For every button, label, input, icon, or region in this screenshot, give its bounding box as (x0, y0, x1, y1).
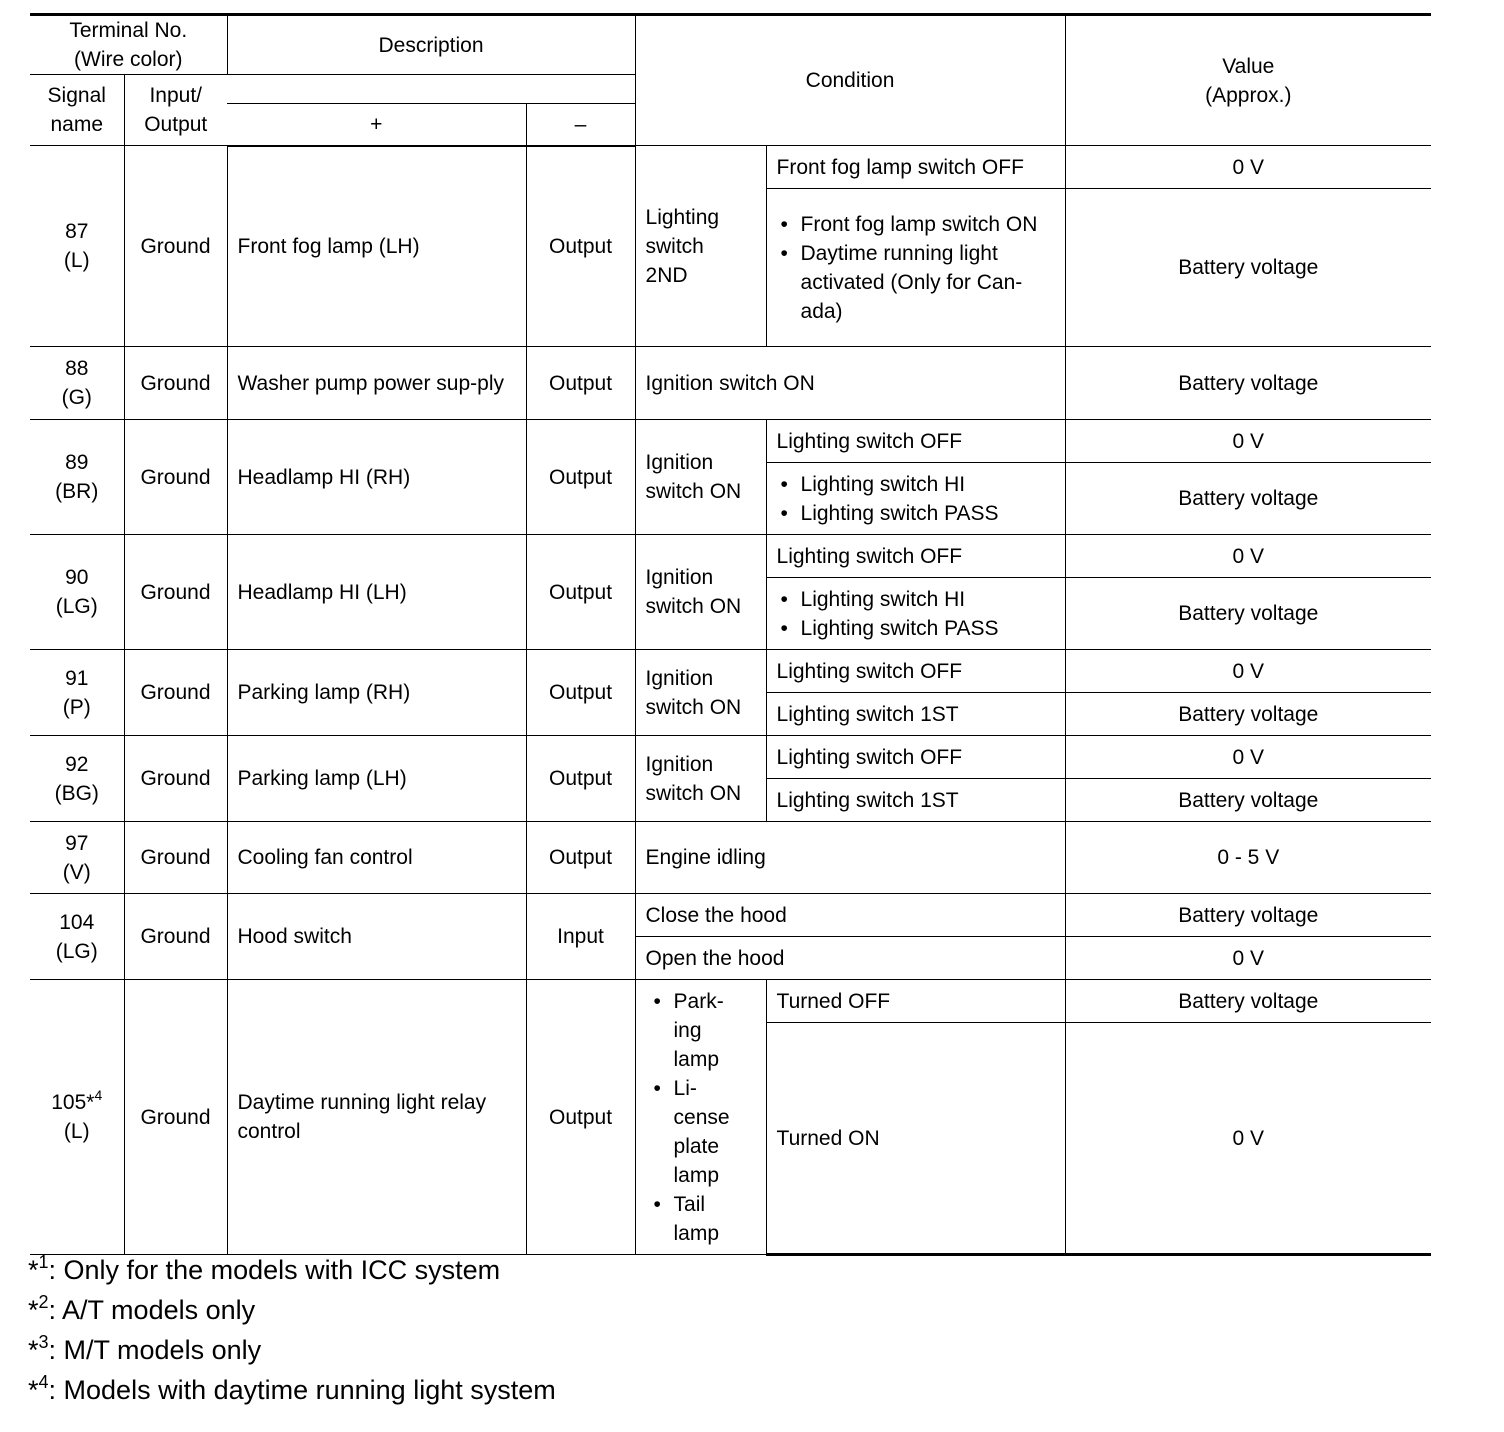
io-cell: Output (526, 736, 635, 822)
ground-cell: Ground (124, 894, 227, 980)
terminal-cell: 89 (BR) (30, 420, 124, 535)
footnote-number: 2 (38, 1292, 49, 1312)
value-cell: 0 - 5 V (1065, 822, 1431, 894)
value-cell: Battery voltage (1065, 578, 1431, 650)
condition-main-cell (635, 980, 766, 1255)
table-row (30, 535, 1431, 578)
io-cell: Output (526, 347, 635, 420)
footnote (28, 1290, 556, 1330)
header-plus: + (227, 104, 526, 146)
condition-main-cell: Ignition switch ON (635, 535, 766, 650)
condition-cell: Lighting switch OFF (766, 420, 1065, 463)
footnote-number: 4 (38, 1372, 49, 1392)
list-item: • Li- cense plate lamp (650, 1074, 760, 1190)
condition-cell: Open the hood (635, 937, 1065, 980)
footnote-number: 1 (38, 1252, 49, 1272)
list-item: • Lighting switch PASS (777, 614, 1055, 643)
value-cell: Battery voltage (1065, 779, 1431, 822)
list-item: • Lighting switch HI (777, 470, 1055, 499)
list-item: • Front fog lamp switch ON (777, 210, 1055, 239)
io-cell: Output (526, 822, 635, 894)
condition-bullet-list (777, 470, 1055, 528)
signal-name-cell: Headlamp HI (LH) (227, 535, 526, 650)
ground-cell: Ground (124, 347, 227, 420)
table-row (30, 980, 1431, 1023)
ground-cell: Ground (124, 650, 227, 736)
ground-cell: Ground (124, 980, 227, 1255)
value-cell: 0 V (1065, 535, 1431, 578)
footnote-asterisk: * (28, 1295, 39, 1325)
condition-main-cell: Ignition switch ON (635, 420, 766, 535)
value-cell: Battery voltage (1065, 189, 1431, 347)
condition-cell: Front fog lamp switch OFF (766, 146, 1065, 189)
header-minus: – (526, 104, 635, 146)
footnote-text: : M/T models only (48, 1335, 262, 1365)
footnote-marker: 4 (94, 1087, 103, 1103)
value-cell: Battery voltage (1065, 894, 1431, 937)
condition-cell: Lighting switch OFF (766, 736, 1065, 779)
value-cell: 0 V (1065, 146, 1431, 189)
value-cell: Battery voltage (1065, 347, 1431, 420)
list-item: • Park- ing lamp (650, 987, 760, 1074)
condition-cell: Turned OFF (766, 980, 1065, 1023)
footnote (28, 1370, 556, 1410)
condition-cell (766, 463, 1065, 535)
value-cell: 0 V (1065, 420, 1431, 463)
terminal-cell: 88 (G) (30, 347, 124, 420)
list-item: • Daytime running light activated (Only for Can-ada) (777, 239, 1055, 326)
footnote (28, 1250, 556, 1290)
terminal-cell: 104 (LG) (30, 894, 124, 980)
table-row (30, 736, 1431, 779)
header-value: Value (Approx.) (1065, 15, 1431, 146)
terminal-wire-color: (L) (63, 1120, 90, 1143)
condition-main-cell: Ignition switch ON (635, 650, 766, 736)
footnote (28, 1330, 556, 1370)
signal-name-cell: Headlamp HI (RH) (227, 420, 526, 535)
io-cell: Output (526, 535, 635, 650)
condition-cell: Ignition switch ON (635, 347, 1065, 420)
table-row (30, 420, 1431, 463)
condition-cell (766, 189, 1065, 347)
condition-cell: Turned ON (766, 1023, 1065, 1255)
table-row (30, 146, 1431, 189)
table-row (30, 650, 1431, 693)
condition-cell: Lighting switch OFF (766, 650, 1065, 693)
footnote-text: : Models with daytime running light system (48, 1375, 556, 1405)
condition-main-cell: Ignition switch ON (635, 736, 766, 822)
value-cell: 0 V (1065, 937, 1431, 980)
value-cell: Battery voltage (1065, 693, 1431, 736)
value-cell: 0 V (1065, 650, 1431, 693)
header-condition: Condition (635, 15, 1065, 146)
header-signal-name: Signal name (30, 75, 124, 146)
ground-cell: Ground (124, 535, 227, 650)
signal-name-cell: Front fog lamp (LH) (227, 146, 526, 347)
condition-cell: Lighting switch 1ST (766, 693, 1065, 736)
ground-cell: Ground (124, 736, 227, 822)
value-cell: Battery voltage (1065, 463, 1431, 535)
condition-cell (766, 578, 1065, 650)
header-terminal: Terminal No. (Wire color) (30, 15, 227, 75)
ground-cell: Ground (124, 822, 227, 894)
header-description: Description (227, 15, 635, 75)
io-cell: Input (526, 894, 635, 980)
io-cell: Output (526, 420, 635, 535)
terminal-spec-table (30, 13, 1431, 1256)
condition-main-cell: Lighting switch 2ND (635, 146, 766, 347)
signal-name-cell: Cooling fan control (227, 822, 526, 894)
list-item: • Lighting switch HI (777, 585, 1055, 614)
signal-name-cell: Daytime running light relay control (227, 980, 526, 1255)
condition-cell: Lighting switch 1ST (766, 779, 1065, 822)
condition-cell: Close the hood (635, 894, 1065, 937)
header-input-output: Input/ Output (124, 75, 227, 146)
footnote-text: : A/T models only (48, 1295, 256, 1325)
list-item: • Tail lamp (650, 1190, 760, 1248)
io-cell: Output (526, 146, 635, 347)
io-cell: Output (526, 980, 635, 1255)
table-row (30, 822, 1431, 894)
value-cell: 0 V (1065, 736, 1431, 779)
terminal-cell: 90 (LG) (30, 535, 124, 650)
footnote-asterisk: * (28, 1255, 39, 1285)
condition-bullet-list (650, 987, 760, 1248)
table-row (30, 347, 1431, 420)
condition-cell: Engine idling (635, 822, 1065, 894)
terminal-cell: 87 (L) (30, 146, 124, 347)
ground-cell: Ground (124, 146, 227, 347)
ground-cell: Ground (124, 420, 227, 535)
terminal-cell: 91 (P) (30, 650, 124, 736)
footnote-asterisk: * (28, 1375, 39, 1405)
footnote-number: 3 (38, 1332, 49, 1352)
signal-name-cell: Parking lamp (LH) (227, 736, 526, 822)
footnotes (28, 1250, 556, 1410)
terminal-number: 105* (51, 1091, 95, 1114)
list-item: • Lighting switch PASS (777, 499, 1055, 528)
io-cell: Output (526, 650, 635, 736)
value-cell: Battery voltage (1065, 980, 1431, 1023)
terminal-cell (30, 980, 124, 1255)
signal-name-cell: Parking lamp (RH) (227, 650, 526, 736)
condition-bullet-list (777, 585, 1055, 643)
signal-name-cell: Washer pump power sup-ply (227, 347, 526, 420)
table-row (30, 894, 1431, 937)
condition-bullet-list (777, 210, 1055, 326)
terminal-cell: 92 (BG) (30, 736, 124, 822)
footnote-text: : Only for the models with ICC system (48, 1255, 501, 1285)
signal-name-cell: Hood switch (227, 894, 526, 980)
terminal-cell: 97 (V) (30, 822, 124, 894)
condition-cell: Lighting switch OFF (766, 535, 1065, 578)
footnote-asterisk: * (28, 1335, 39, 1365)
value-cell: 0 V (1065, 1023, 1431, 1255)
